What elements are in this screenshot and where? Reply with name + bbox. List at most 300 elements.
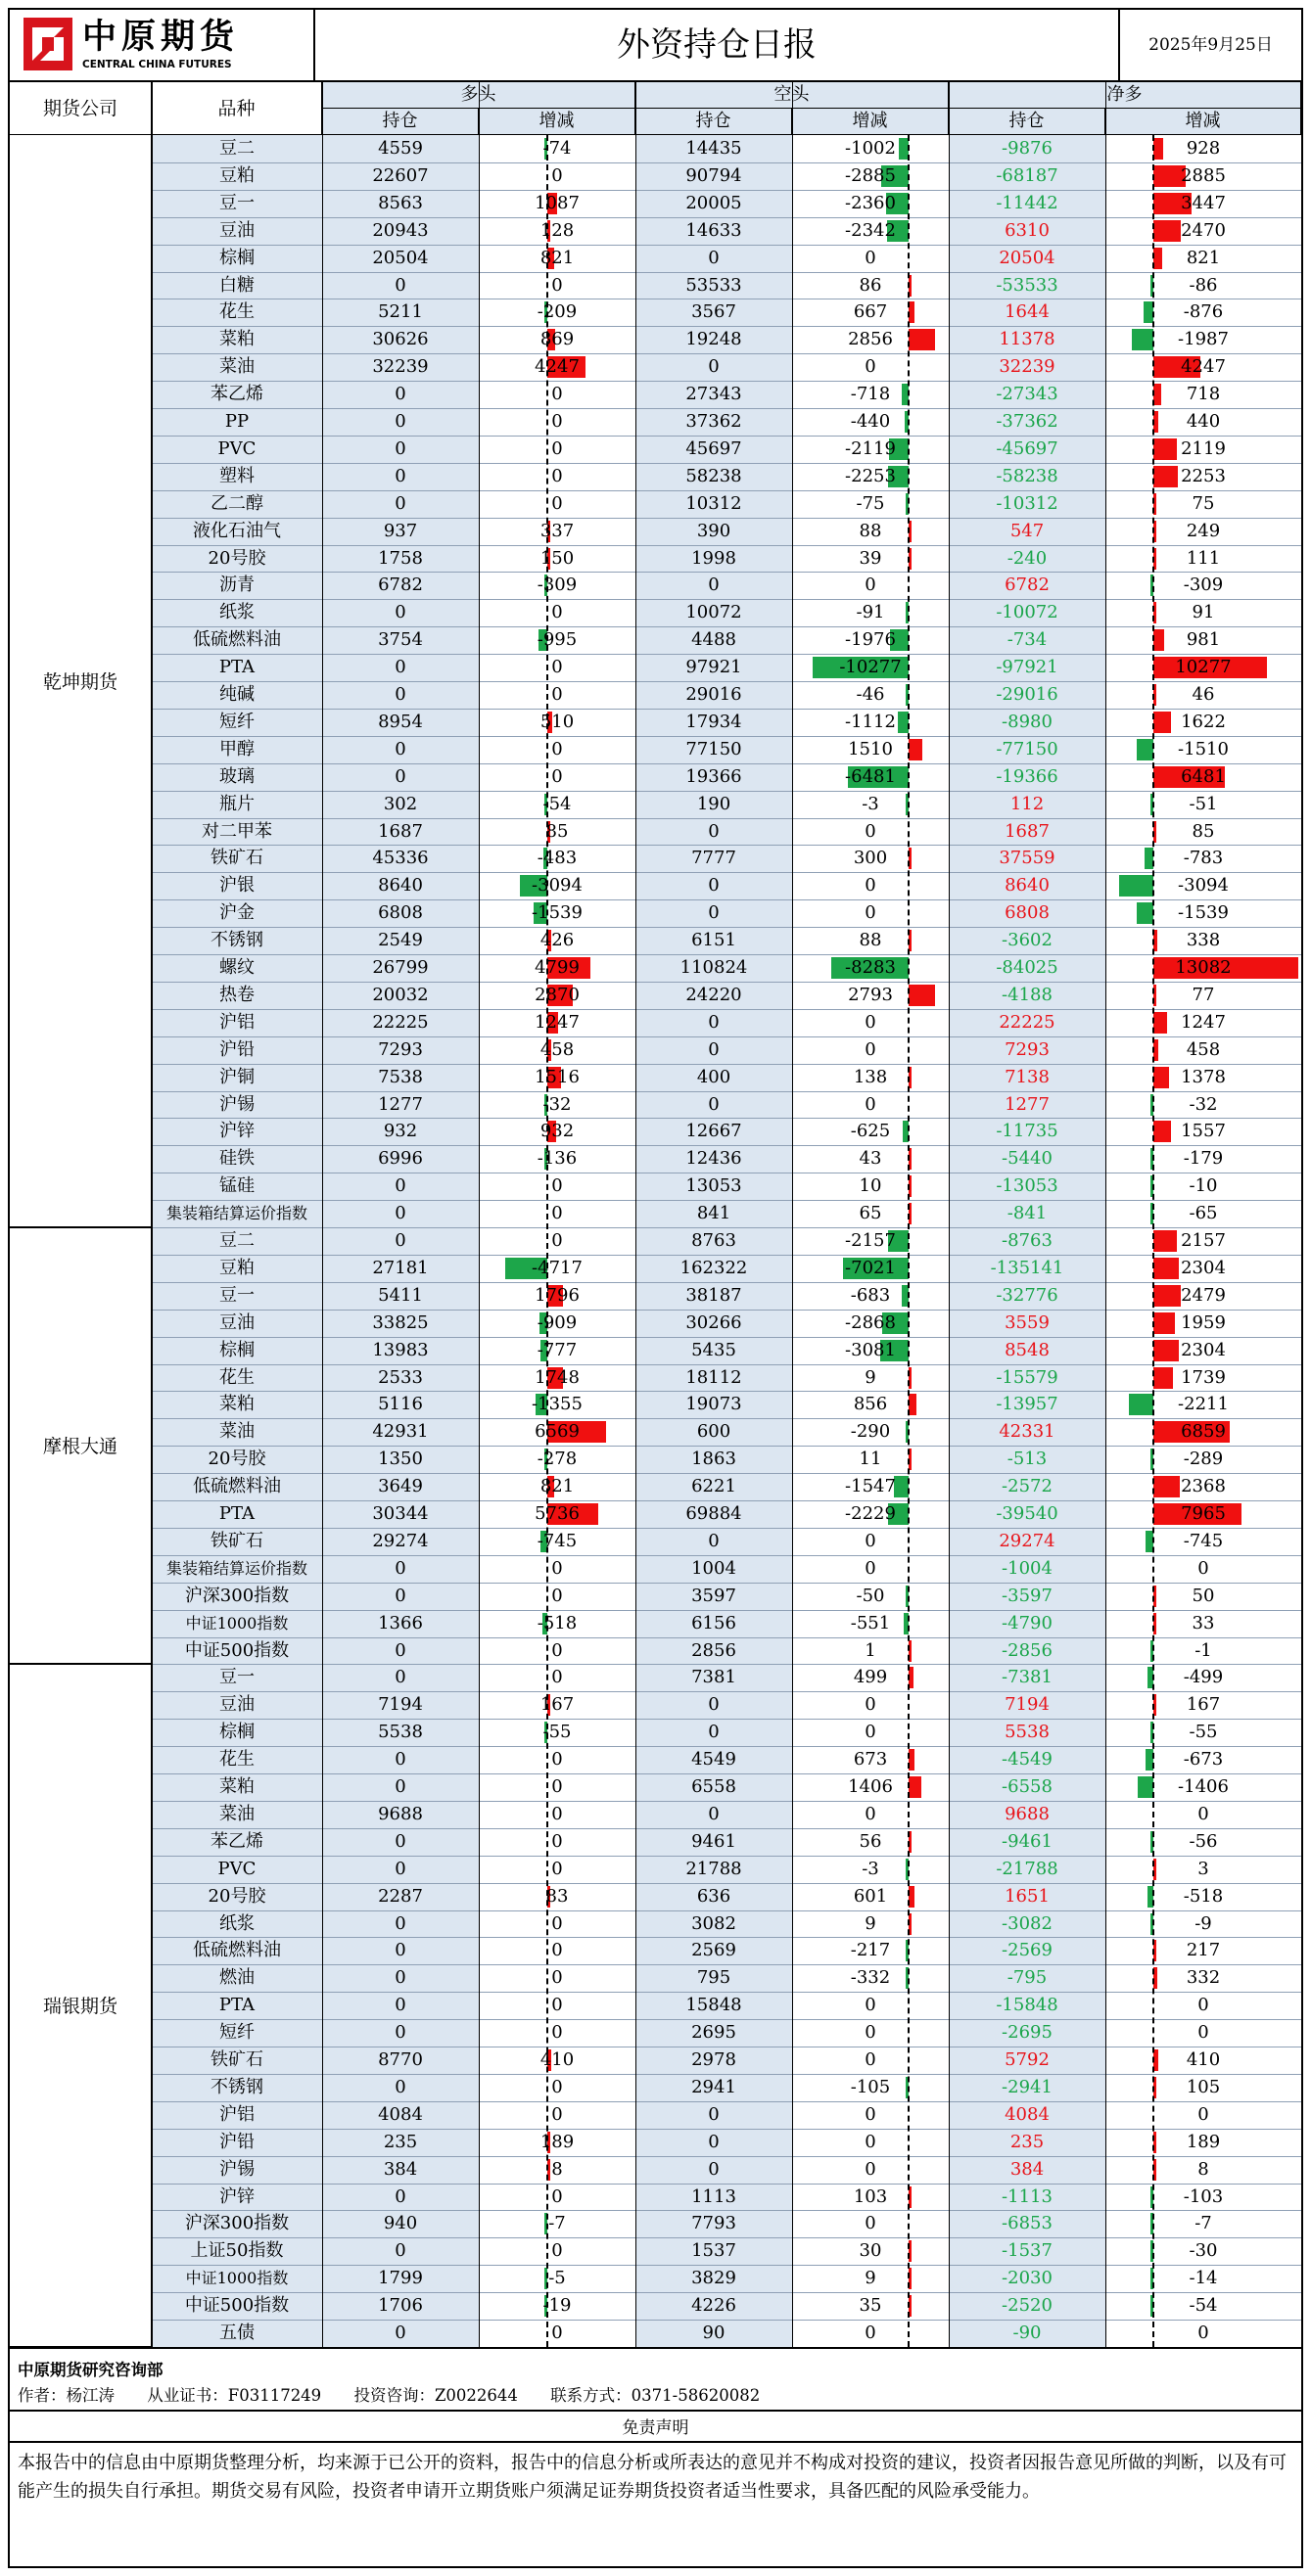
- net-change-cell: 85: [1192, 820, 1215, 842]
- row-line: [152, 1145, 1301, 1146]
- short-position-cell: 58238: [635, 463, 792, 490]
- long-position-cell: 3754: [322, 626, 479, 654]
- long-position-cell: 932: [322, 1118, 479, 1145]
- product-cell: 不锈钢: [152, 927, 322, 954]
- short-position-cell: 0: [635, 818, 792, 846]
- product-cell: 棕榈: [152, 245, 322, 272]
- row-line: [152, 2292, 1301, 2293]
- zero-axis-line: [1152, 135, 1154, 2347]
- product-cell: 沪银: [152, 872, 322, 899]
- row-line: [152, 1883, 1301, 1884]
- short-position-cell: 24220: [635, 982, 792, 1009]
- short-position-cell: 3597: [635, 1583, 792, 1610]
- row-line: [152, 381, 1301, 382]
- net-position-cell: 384: [949, 2156, 1105, 2184]
- long-change-cell: -1355: [532, 1394, 583, 1415]
- short-position-cell: 14633: [635, 217, 792, 245]
- short-position-cell: 190: [635, 791, 792, 818]
- net-change-cell: -1: [1194, 1639, 1212, 1661]
- product-cell: 菜油: [152, 1418, 322, 1446]
- net-position-cell: -2695: [949, 2019, 1105, 2047]
- short-position-cell: 13053: [635, 1173, 792, 1200]
- short-change-cell: 0: [865, 2323, 876, 2343]
- row-line: [152, 1391, 1301, 1392]
- row-line: [152, 2210, 1301, 2211]
- net-change-cell: 50: [1192, 1585, 1215, 1606]
- short-position-cell: 19366: [635, 763, 792, 791]
- footer-department: 中原期货研究咨询部: [18, 2360, 164, 2379]
- long-change-cell: 1516: [535, 1066, 580, 1087]
- long-position-cell: 1758: [322, 545, 479, 573]
- short-position-cell: 6221: [635, 1473, 792, 1500]
- long-change-cell: 1748: [535, 1366, 580, 1388]
- short-change-cell: 667: [853, 301, 888, 323]
- row-line: [152, 1964, 1301, 1965]
- short-change-cell: 499: [853, 1667, 888, 1688]
- long-change-cell: 1796: [535, 1284, 580, 1306]
- short-change-cell: -683: [850, 1284, 891, 1306]
- short-change-cell: 601: [853, 1885, 888, 1907]
- short-position-cell: 1113: [635, 2184, 792, 2211]
- net-position-cell: -29016: [949, 681, 1105, 709]
- short-change-cell: 0: [865, 2213, 876, 2234]
- long-position-cell: 6782: [322, 572, 479, 599]
- net-change-cell: -103: [1183, 2185, 1224, 2207]
- long-change-cell: 821: [539, 1476, 575, 1497]
- long-change-cell: 337: [539, 520, 575, 541]
- short-position-cell: 0: [635, 2101, 792, 2129]
- short-change-cell: -46: [856, 684, 885, 705]
- long-position-cell: 0: [322, 1910, 479, 1938]
- long-change-cell: 1247: [535, 1011, 580, 1033]
- net-change-cell: 3: [1197, 1858, 1209, 1879]
- row-line: [152, 654, 1301, 655]
- long-change-cell: 0: [551, 602, 563, 623]
- product-cell: 集装箱结算运价指数: [152, 1555, 322, 1583]
- long-change-cell: -32: [542, 1093, 572, 1115]
- short-position-cell: 45697: [635, 436, 792, 463]
- net-position-cell: 8640: [949, 872, 1105, 899]
- net-position-cell: -39540: [949, 1500, 1105, 1528]
- net-change-cell: -518: [1183, 1885, 1224, 1907]
- net-position-cell: -4549: [949, 1746, 1105, 1773]
- report-page: [8, 8, 1303, 2568]
- long-position-cell: 8770: [322, 2047, 479, 2074]
- product-cell: 螺纹: [152, 954, 322, 982]
- product-cell: 五债: [152, 2320, 322, 2347]
- long-change-cell: -19: [542, 2295, 572, 2317]
- long-change-cell: -136: [537, 1148, 578, 1170]
- long-position-cell: 0: [322, 1173, 479, 1200]
- net-change-cell: 7965: [1181, 1503, 1226, 1524]
- short-position-cell: 12436: [635, 1145, 792, 1173]
- short-change-cell: 0: [865, 1038, 876, 1060]
- product-cell: 短纤: [152, 709, 322, 736]
- col-header-company: 期货公司: [10, 82, 152, 135]
- product-cell: 沪金: [152, 899, 322, 927]
- row-line: [152, 1310, 1301, 1311]
- net-position-cell: 3559: [949, 1310, 1105, 1337]
- net-change-cell: 2368: [1181, 1476, 1226, 1497]
- long-position-cell: 1366: [322, 1610, 479, 1637]
- row-line: [152, 982, 1301, 983]
- short-change-cell: -2157: [845, 1230, 896, 1251]
- short-change-cell: 2793: [848, 984, 893, 1005]
- net-change-cell: 3447: [1181, 192, 1226, 213]
- short-position-cell: 0: [635, 1801, 792, 1828]
- row-line: [152, 1446, 1301, 1447]
- net-position-cell: 6310: [949, 217, 1105, 245]
- product-cell: 低硫燃料油: [152, 626, 322, 654]
- product-cell: 菜粕: [152, 1773, 322, 1801]
- long-position-cell: 33825: [322, 1310, 479, 1337]
- net-change-cell: 13082: [1175, 957, 1232, 978]
- short-position-cell: 1998: [635, 545, 792, 573]
- net-position-cell: -2569: [949, 1937, 1105, 1964]
- long-change-cell: -1539: [532, 902, 583, 924]
- row-line: [152, 1937, 1301, 1938]
- net-change-cell: -14: [1189, 2268, 1218, 2289]
- product-cell: 锰硅: [152, 1173, 322, 1200]
- row-line: [152, 2156, 1301, 2157]
- net-position-cell: 547: [949, 518, 1105, 545]
- long-position-cell: 0: [322, 2184, 479, 2211]
- net-change-cell: 8: [1197, 2158, 1209, 2180]
- short-position-cell: 400: [635, 1064, 792, 1091]
- net-change-cell: 2157: [1181, 1230, 1226, 1251]
- row-line: [152, 763, 1301, 764]
- long-position-cell: 0: [322, 1227, 479, 1255]
- net-position-cell: -27343: [949, 381, 1105, 408]
- zero-axis-line: [908, 135, 910, 2347]
- net-position-cell: -58238: [949, 463, 1105, 490]
- short-position-cell: 1537: [635, 2237, 792, 2265]
- net-change-cell: -309: [1183, 575, 1224, 596]
- short-change-cell: 0: [865, 356, 876, 378]
- net-change-cell: -876: [1183, 301, 1224, 323]
- short-change-cell: 9: [865, 2268, 876, 2289]
- net-position-cell: -6558: [949, 1773, 1105, 1801]
- short-change-cell: 0: [865, 1011, 876, 1033]
- net-position-cell: -2572: [949, 1473, 1105, 1500]
- product-cell: 沪锡: [152, 2156, 322, 2184]
- disclaimer-text: 本报告中的信息由中原期货整理分析，均来源于已公开的资料，报告中的信息分析或所表达的意见并不构成对投资的建议，投资者因报告意见所做的判断，以及有可能产生的损失自行承担。期货交易有风险，投资者申请开立期货账户须满足证券期货投资者适当性要求，具备匹配的风险承受能力。: [18, 2452, 1287, 2502]
- row-line: [152, 845, 1301, 846]
- net-change-cell: 75: [1192, 492, 1215, 514]
- long-change-cell: -54: [542, 793, 572, 814]
- product-cell: 甲醇: [152, 736, 322, 763]
- net-position-cell: -8763: [949, 1227, 1105, 1255]
- net-position-cell: -53533: [949, 272, 1105, 299]
- net-change-cell: -86: [1189, 274, 1218, 296]
- row-line: [152, 872, 1301, 873]
- row-line: [152, 2074, 1301, 2075]
- long-change-cell: 2870: [535, 984, 580, 1005]
- long-change-cell: 0: [551, 765, 563, 787]
- net-position-cell: -9461: [949, 1828, 1105, 1856]
- long-position-cell: 384: [322, 2156, 479, 2184]
- long-position-cell: 0: [322, 1964, 479, 1992]
- short-position-cell: 10312: [635, 490, 792, 518]
- long-position-cell: 0: [322, 2237, 479, 2265]
- product-cell: 豆一: [152, 190, 322, 217]
- long-position-cell: 0: [322, 2074, 479, 2101]
- net-change-cell: 2304: [1181, 1339, 1226, 1360]
- row-line: [152, 1528, 1301, 1529]
- long-change-cell: -995: [537, 629, 578, 651]
- short-position-cell: 636: [635, 1883, 792, 1910]
- net-change-cell: 6481: [1181, 765, 1226, 787]
- short-change-cell: 673: [853, 1749, 888, 1771]
- long-position-cell: 937: [322, 518, 479, 545]
- short-position-cell: 0: [635, 1091, 792, 1119]
- product-cell: 液化石油气: [152, 518, 322, 545]
- net-position-cell: -3597: [949, 1583, 1105, 1610]
- long-position-cell: 5211: [322, 299, 479, 326]
- short-change-cell: 0: [865, 1557, 876, 1579]
- net-change-cell: 1959: [1181, 1311, 1226, 1333]
- short-change-cell: 0: [865, 2131, 876, 2152]
- row-line: [152, 2184, 1301, 2185]
- short-change-cell: 0: [865, 820, 876, 842]
- short-change-cell: -1112: [845, 711, 896, 732]
- net-position-cell: 4084: [949, 2101, 1105, 2129]
- product-cell: 铁矿石: [152, 2047, 322, 2074]
- brand-logo: [10, 10, 315, 80]
- net-position-cell: 7293: [949, 1036, 1105, 1064]
- row-line: [152, 1719, 1301, 1720]
- short-change-cell: 1: [865, 1639, 876, 1661]
- short-position-cell: 4488: [635, 626, 792, 654]
- net-position-cell: -9876: [949, 135, 1105, 162]
- product-cell: 豆油: [152, 217, 322, 245]
- short-position-cell: 2856: [635, 1637, 792, 1665]
- short-change-cell: -217: [850, 1940, 891, 1961]
- product-cell: 中证500指数: [152, 1637, 322, 1665]
- product-cell: 菜粕: [152, 326, 322, 353]
- long-position-cell: 7293: [322, 1036, 479, 1064]
- short-position-cell: 0: [635, 2129, 792, 2156]
- net-change-cell: 91: [1192, 602, 1215, 623]
- net-change-cell: 10277: [1175, 657, 1232, 678]
- long-position-cell: 29274: [322, 1528, 479, 1555]
- short-change-cell: 2856: [848, 329, 893, 350]
- long-change-cell: 0: [551, 657, 563, 678]
- short-change-cell: 0: [865, 1803, 876, 1824]
- long-change-cell: 0: [551, 2185, 563, 2207]
- long-change-cell: 0: [551, 684, 563, 705]
- footer-certificate: 从业证书：F03117249: [147, 2385, 322, 2405]
- product-cell: 乙二醇: [152, 490, 322, 518]
- long-change-cell: 8: [551, 2158, 563, 2180]
- net-change-cell: -1406: [1178, 1776, 1229, 1797]
- short-position-cell: 0: [635, 899, 792, 927]
- short-change-cell: 1510: [848, 738, 893, 759]
- product-cell: 热卷: [152, 982, 322, 1009]
- short-position-cell: 6558: [635, 1773, 792, 1801]
- long-position-cell: 0: [322, 2019, 479, 2047]
- product-cell: PVC: [152, 436, 322, 463]
- short-position-cell: 2941: [635, 2074, 792, 2101]
- short-position-cell: 2978: [635, 2047, 792, 2074]
- long-change-cell: -518: [537, 1612, 578, 1633]
- long-position-cell: 9688: [322, 1801, 479, 1828]
- short-position-cell: 2569: [635, 1937, 792, 1964]
- long-change-cell: 0: [551, 1667, 563, 1688]
- long-position-cell: 0: [322, 1555, 479, 1583]
- net-position-cell: -11442: [949, 190, 1105, 217]
- long-change-cell: 0: [551, 1912, 563, 1934]
- long-change-cell: 0: [551, 1830, 563, 1852]
- long-position-cell: 0: [322, 408, 479, 436]
- long-position-cell: 1350: [322, 1446, 479, 1473]
- short-position-cell: 110824: [635, 954, 792, 982]
- short-change-cell: -718: [850, 384, 891, 405]
- net-change-cell: -289: [1183, 1449, 1224, 1470]
- product-cell: 花生: [152, 299, 322, 326]
- long-position-cell: 5116: [322, 1391, 479, 1418]
- long-change-cell: 0: [551, 1203, 563, 1224]
- long-change-cell: 0: [551, 2022, 563, 2044]
- long-position-cell: 0: [322, 1746, 479, 1773]
- long-change-cell: 5736: [535, 1503, 580, 1524]
- column-line: [1105, 82, 1106, 2347]
- long-position-cell: 2533: [322, 1364, 479, 1392]
- long-change-cell: -209: [537, 301, 578, 323]
- short-change-cell: 0: [865, 1722, 876, 1743]
- net-position-cell: 1644: [949, 299, 1105, 326]
- row-line: [152, 1036, 1301, 1037]
- net-position-cell: -45697: [949, 436, 1105, 463]
- long-change-cell: 869: [539, 329, 575, 350]
- row-line: [152, 2320, 1301, 2321]
- net-position-cell: -21788: [949, 1856, 1105, 1883]
- net-position-cell: -3602: [949, 927, 1105, 954]
- row-line: [152, 1255, 1301, 1256]
- product-cell: 豆油: [152, 1310, 322, 1337]
- long-change-cell: -909: [537, 1311, 578, 1333]
- short-change-cell: -2229: [845, 1503, 896, 1524]
- long-position-cell: 0: [322, 1992, 479, 2019]
- net-position-cell: -8980: [949, 709, 1105, 736]
- report-date: 2025年9月25日: [1118, 10, 1301, 80]
- product-cell: 沪铜: [152, 1064, 322, 1091]
- long-change-cell: 0: [551, 274, 563, 296]
- short-change-cell: -1547: [845, 1476, 896, 1497]
- product-cell: 花生: [152, 1364, 322, 1392]
- net-change-cell: 718: [1186, 384, 1221, 405]
- long-change-cell: 85: [545, 820, 569, 842]
- short-position-cell: 0: [635, 353, 792, 381]
- product-cell: PTA: [152, 1992, 322, 2019]
- net-change-cell: -7: [1194, 2213, 1212, 2234]
- footer-author-line: [18, 2382, 787, 2406]
- row-line: [152, 1610, 1301, 1611]
- net-change-cell: -10: [1189, 1175, 1218, 1197]
- long-change-cell: 0: [551, 738, 563, 759]
- short-change-cell: -75: [856, 492, 885, 514]
- net-position-cell: -513: [949, 1446, 1105, 1473]
- net-change-cell: 2304: [1181, 1257, 1226, 1278]
- short-position-cell: 4226: [635, 2292, 792, 2320]
- short-change-cell: 0: [865, 575, 876, 596]
- net-change-cell: 1739: [1181, 1366, 1226, 1388]
- net-position-cell: 6782: [949, 572, 1105, 599]
- row-line: [152, 899, 1301, 900]
- short-position-cell: 27343: [635, 381, 792, 408]
- long-change-cell: 0: [551, 384, 563, 405]
- long-position-cell: 30344: [322, 1500, 479, 1528]
- net-position-cell: -2856: [949, 1637, 1105, 1665]
- short-change-cell: 11: [859, 1449, 882, 1470]
- short-change-cell: 0: [865, 1995, 876, 2016]
- net-position-cell: -5440: [949, 1145, 1105, 1173]
- long-position-cell: 8563: [322, 190, 479, 217]
- short-position-cell: 77150: [635, 736, 792, 763]
- short-position-cell: 90794: [635, 162, 792, 190]
- net-change-cell: -783: [1183, 848, 1224, 869]
- long-change-cell: 0: [551, 1858, 563, 1879]
- net-change-cell: 332: [1186, 1967, 1221, 1989]
- net-change-cell: 167: [1186, 1694, 1221, 1716]
- net-change-cell: 0: [1197, 2323, 1209, 2343]
- product-cell: 硅铁: [152, 1145, 322, 1173]
- short-change-cell: -3: [862, 793, 879, 814]
- net-change-cell: -54: [1189, 2295, 1218, 2317]
- net-position-cell: 42331: [949, 1418, 1105, 1446]
- row-line: [152, 626, 1301, 627]
- short-change-cell: 39: [859, 547, 882, 569]
- row-line: [152, 272, 1301, 273]
- long-position-cell: 0: [322, 1773, 479, 1801]
- short-change-cell: 56: [859, 1830, 882, 1852]
- long-position-cell: 0: [322, 1828, 479, 1856]
- product-cell: 瓶片: [152, 791, 322, 818]
- long-change-cell: 0: [551, 1585, 563, 1606]
- net-position-cell: -13957: [949, 1391, 1105, 1418]
- net-position-cell: -10312: [949, 490, 1105, 518]
- net-position-cell: -841: [949, 1200, 1105, 1227]
- net-position-cell: 20504: [949, 245, 1105, 272]
- product-cell: 20号胶: [152, 1883, 322, 1910]
- net-change-cell: 77: [1192, 984, 1215, 1005]
- short-position-cell: 8763: [635, 1227, 792, 1255]
- product-cell: PVC: [152, 1856, 322, 1883]
- net-position-cell: 8548: [949, 1337, 1105, 1364]
- long-change-cell: -777: [537, 1339, 578, 1360]
- col-header-short-change: 增减: [792, 109, 949, 135]
- row-line: [152, 2129, 1301, 2130]
- row-line: [152, 518, 1301, 519]
- short-change-cell: 0: [865, 2103, 876, 2125]
- product-cell: 苯乙烯: [152, 381, 322, 408]
- net-change-cell: 4247: [1181, 356, 1226, 378]
- product-cell: 花生: [152, 1746, 322, 1773]
- net-change-cell: -179: [1183, 1148, 1224, 1170]
- short-change-cell: 0: [865, 875, 876, 897]
- long-position-cell: 940: [322, 2210, 479, 2237]
- long-change-cell: 0: [551, 2076, 563, 2097]
- row-line: [152, 927, 1301, 928]
- short-change-cell: 0: [865, 902, 876, 924]
- product-cell: 沪锌: [152, 1118, 322, 1145]
- product-cell: 棕榈: [152, 1719, 322, 1746]
- long-position-cell: 235: [322, 2129, 479, 2156]
- long-change-cell: 4799: [535, 957, 580, 978]
- short-position-cell: 21788: [635, 1856, 792, 1883]
- row-line: [152, 1746, 1301, 1747]
- net-change-cell: 2470: [1181, 219, 1226, 241]
